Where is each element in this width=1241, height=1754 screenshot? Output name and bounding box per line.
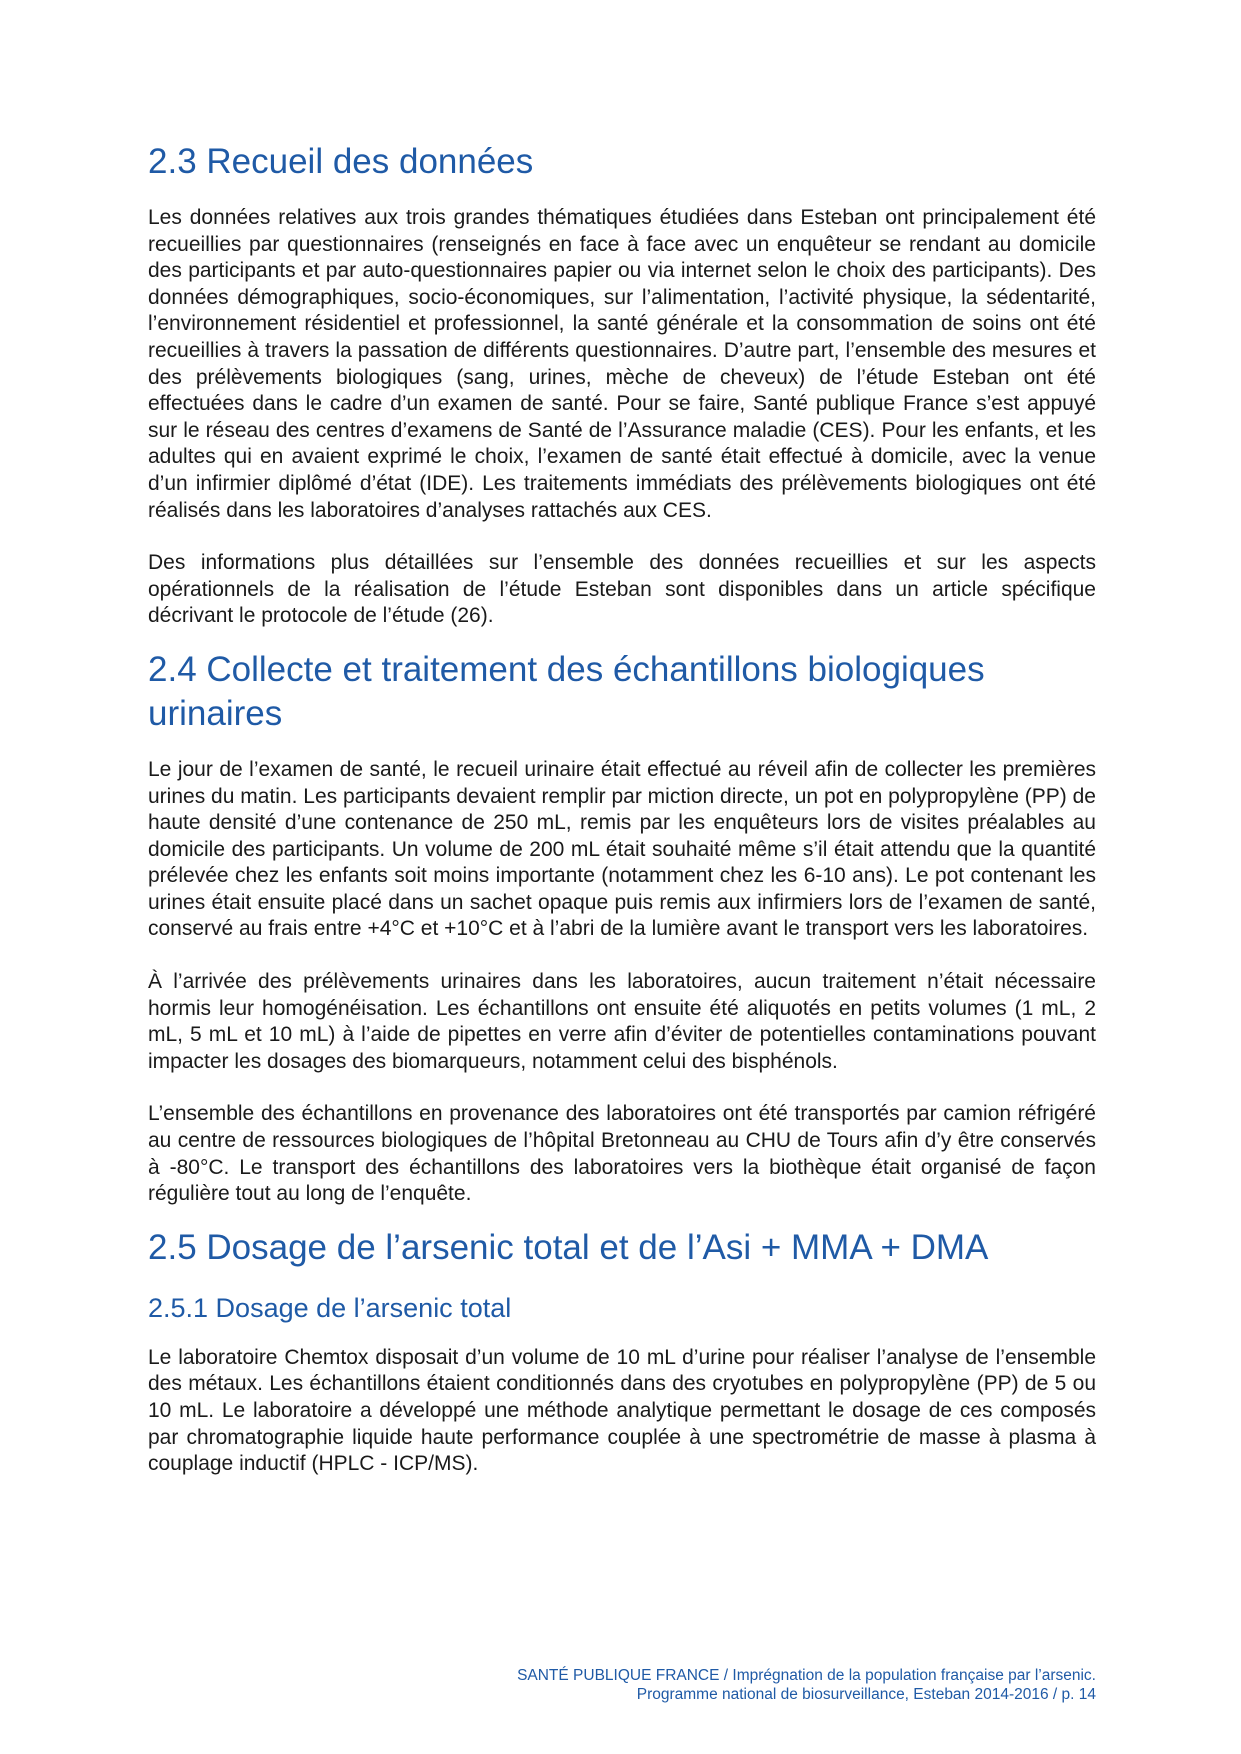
paragraph-2-5-1-1: Le laboratoire Chemtox disposait d’un volume de 10 mL d’urine pour réaliser l’analyse de l’ensemble des métaux. Les échantillons étaient conditionnés dans des cryotubes en polypropylène (PP) de 5 ou 10 mL. Le laboratoire a développé une méthode analytique permettant le dosage de ces composés par chromatographie liquide haute performance couplée à une spectrométrie de masse à plasma à couplage inductif (HPLC - ICP/MS). (148, 1345, 1096, 1476)
page-footer (517, 1666, 1096, 1704)
paragraph-2-4-2: À l’arrivée des prélèvements urinaires dans les laboratoires, aucun traitement n’était nécessaire hormis leur homogénéisation. Les échantillons ont ensuite été aliquotés en petits volumes (1 mL, 2 mL, 5 mL et 10 mL) à l’aide de pipettes en verre afin d’éviter de potentielles contaminations pouvant impacter les dosages des biomarqueurs, notamment celui des bisphénols. (148, 970, 1096, 1073)
paragraph-2-4-3: L’ensemble des échantillons en provenance des laboratoires ont été transportés par camion réfrigéré au centre de ressources biologiques de l’hôpital Bretonneau au CHU de Tours afin d’y être conservés à -80°C. Le transport des échantillons des laboratoires vers la biothèque était organisé de façon régulière tout au long de l’enquête. (148, 1102, 1096, 1206)
section-heading-2-3: 2.3 Recueil des données (148, 142, 534, 181)
paragraph-2-3-2: Des informations plus détaillées sur l’ensemble des données recueillies et sur les aspects opérationnels de la réalisation de l’étude Esteban sont disponibles dans un article spécifique décrivant le protocole de l’étude (26). (148, 551, 1096, 628)
section-heading-2-5: 2.5 Dosage de l’arsenic total et de l’Asi + MMA + DMA (148, 1227, 989, 1267)
section-heading-2-4: 2.4 Collecte et traitement des échantillons biologiques urinaires (148, 649, 985, 733)
subsection-heading-2-5-1: 2.5.1 Dosage de l’arsenic total (148, 1292, 512, 1323)
paragraph-2-3-1: Les données relatives aux trois grandes thématiques étudiées dans Esteban ont principalement été recueillies par questionnaires (renseignés en face à face avec un enquêteur se rendant au domicile des participants et par auto-questionnaires papier ou via internet selon le choix des participants). Des données démographiques, socio-économiques, sur l’alimentation, l’activité physique, la sédentarité, l’environnement résidentiel et professionnel, la santé générale et la consommation de soins ont été recueillies à travers la passation de différents questionnaires. D’autre part, l’ensemble des mesures et des prélèvements biologiques (sang, urines, mèche de cheveux) de l’étude Esteban ont été effectuées dans le cadre d’un examen de santé. Pour se faire, Santé publique France s’est appuyé sur le réseau des centres d’examens de Santé de l’Assurance maladie (CES). Pour les enfants, et les adultes qui en avaient exprimé le choix, l’examen de santé était effectué à domicile, avec la venue d’un infirmier diplômé d’état (IDE). Les traitements immédiats des prélèvements biologiques ont été réalisés dans les laboratoires d’analyses rattachés aux CES. (148, 206, 1096, 522)
page-content (148, 140, 1096, 1504)
footer-line-2: Programme national de biosurveillance, Esteban 2014-2016 / p. 14 (636, 1686, 1096, 1703)
footer-line-1: SANTÉ PUBLIQUE FRANCE / Imprégnation de la population française par l’arsenic. (517, 1667, 1096, 1684)
paragraph-2-4-1: Le jour de l’examen de santé, le recueil urinaire était effectué au réveil afin de collecter les premières urines du matin. Les participants devaient remplir par miction directe, un pot en polypropylène (PP) de haute densité d’une contenance de 250 mL, remis par les enquêteurs lors de visites préalables au domicile des participants. Un volume de 200 mL était souhaité même s’il était attendu que la quantité prélevée chez les enfants soit moins importante (notamment chez les 6-10 ans). Le pot contenant les urines était ensuite placé dans un sachet opaque puis remis aux infirmiers lors de l’examen de santé, conservé au frais entre +4°C et +10°C et à l’abri de la lumière avant le transport vers les laboratoires. (148, 757, 1096, 941)
